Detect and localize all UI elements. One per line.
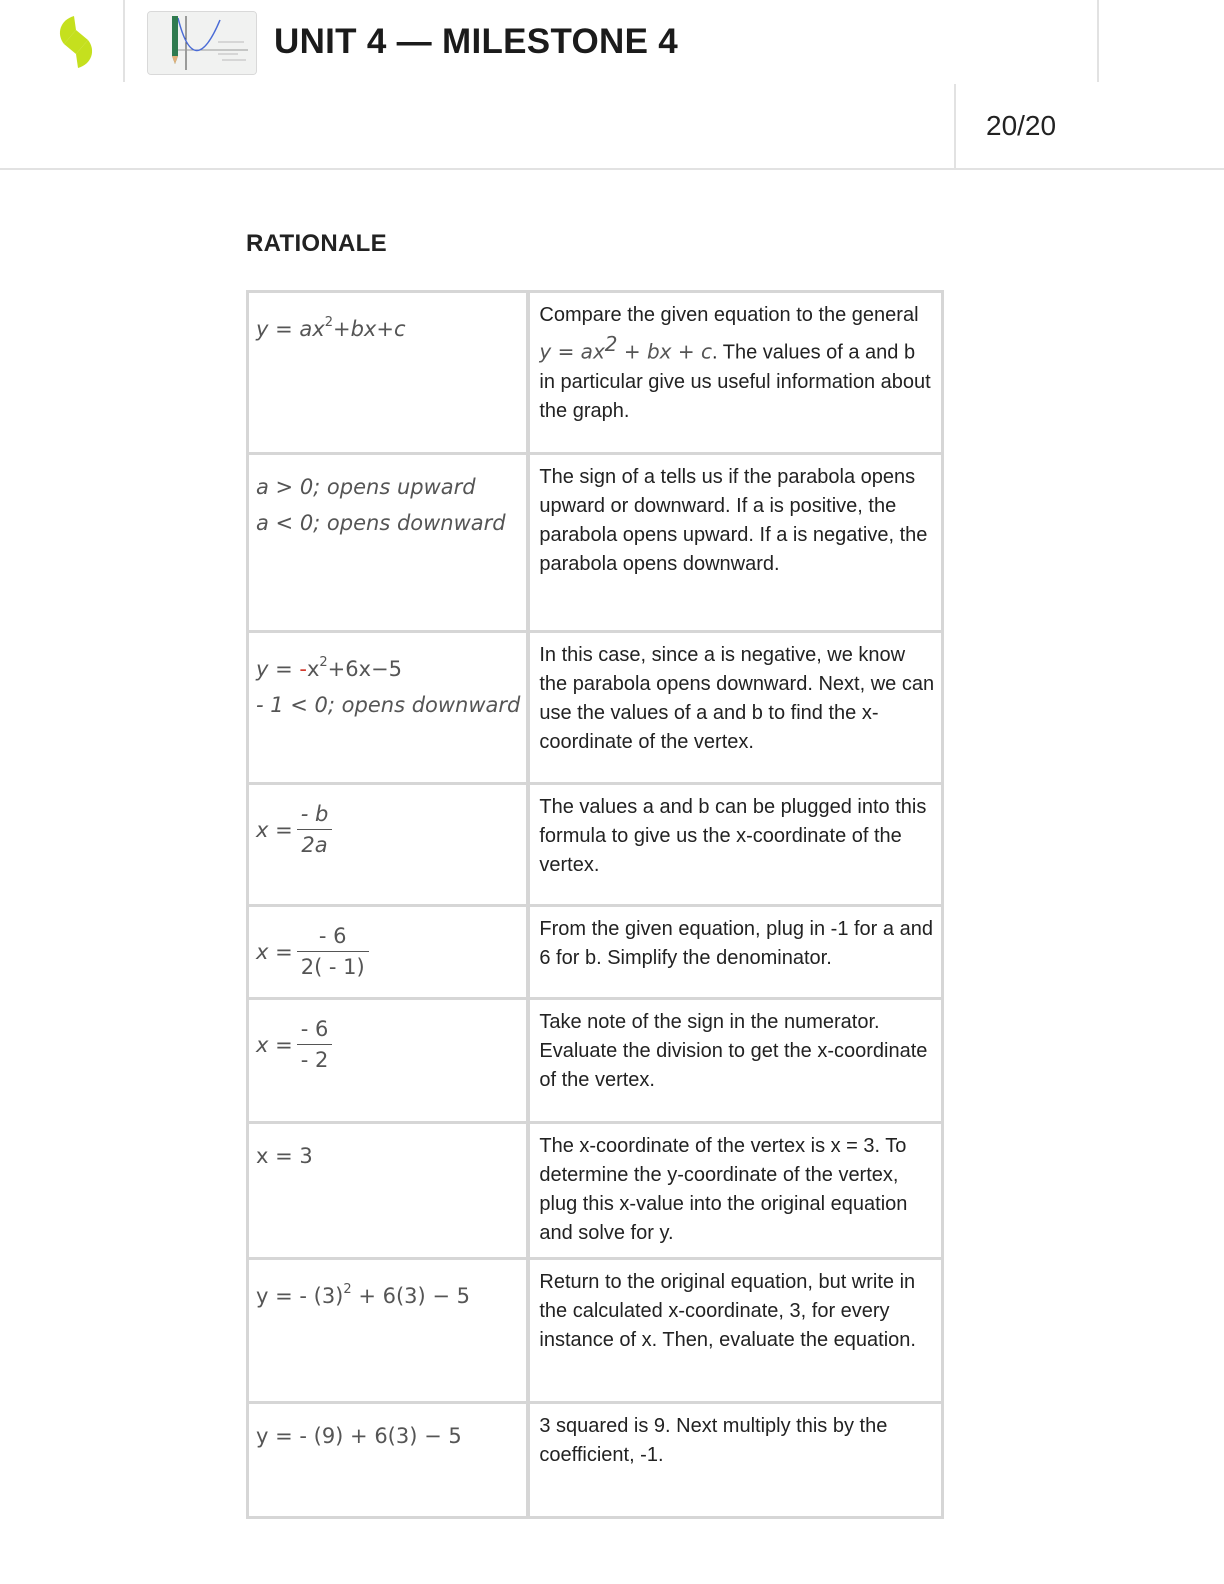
math-cell <box>249 1260 530 1404</box>
math-expression: $y = -x^2+6x-5$ - 1 < 0; opens downward <box>256 655 521 717</box>
header <box>0 0 1224 170</box>
explanation-cell: The x-coordinate of the vertex is x = 3. To determine the y-coordinate of the vertex, plug this x-value into the original equation and solve for y. <box>530 1124 941 1260</box>
table-row <box>249 1124 941 1260</box>
math-cell <box>249 1404 530 1516</box>
math-cell <box>249 1000 530 1124</box>
score-badge: 20/20 <box>986 110 1057 141</box>
math-cell <box>249 907 530 1000</box>
explanation-cell: The sign of a tells us if the parabola opens upward or downward. If a is positive, the parabola opens upward. If a is negative, the parabola opens downward. <box>530 455 941 633</box>
table-row <box>249 455 941 633</box>
fraction: $\frac{- 6}{2( - 1)}$ <box>297 921 369 982</box>
math-expression: x = $\frac{- 6}{2( - 1)}$ <box>249 907 526 982</box>
explanation-cell: Compare the given equation to the general $y = ax^2$ + bx + c. The values of a and b in particular give us useful information about the graph. <box>530 293 941 455</box>
table-row <box>249 785 941 907</box>
fraction: $\frac{- 6}{- 2}$ <box>297 1014 333 1075</box>
math-expression: y = - $(3)^2 + 6(3) - 5$ <box>256 1282 471 1308</box>
explanation-cell: The values a and b can be plugged into this formula to give us the x-coordinate of the vertex. <box>530 785 941 907</box>
explanation-cell: 3 squared is 9. Next multiply this by the coefficient, -1. <box>539 1415 888 1466</box>
table-row <box>249 1260 941 1404</box>
math-cell <box>249 455 530 633</box>
table-row <box>249 1404 941 1516</box>
table-row <box>249 907 941 1000</box>
section-heading: RATIONALE <box>246 230 387 257</box>
math-expression: x = $\frac{- 6}{- 2}$ <box>249 1000 526 1075</box>
table-row <box>249 1000 941 1124</box>
rationale-table <box>246 290 944 1519</box>
math-expression: x = 3 <box>256 1144 313 1168</box>
table-row <box>249 633 941 785</box>
math-expression: $y = ax^2+bx+c$ <box>256 315 406 341</box>
page-title: UNIT 4 — MILESTONE 4 <box>274 22 679 61</box>
explanation-cell: From the given equation, plug in -1 for a and 6 for b. Simplify the denominator. <box>530 907 941 1000</box>
brand-logo-icon[interactable] <box>54 14 98 75</box>
explanation-cell: In this case, since a is negative, we know the parabola opens downward. Next, we can use the values of a and b to find the x-coordinate of the vertex. <box>530 633 941 785</box>
math-cell <box>249 1124 530 1260</box>
fraction: $\frac{- b}{2a}$ <box>297 799 333 860</box>
header-divider <box>123 0 125 82</box>
explanation-cell: Return to the original equation, but write in the calculated x-coordinate, 3, for every instance of x. Then, evaluate the equation. <box>530 1260 941 1404</box>
math-cell <box>249 633 530 785</box>
math-cell <box>249 785 530 907</box>
math-expression: x = $\frac{- b}{2a}$ <box>249 785 526 860</box>
math-expression: y = - (9) + 6(3) − 5 <box>256 1424 462 1448</box>
table-row <box>249 293 941 455</box>
header-divider <box>1097 0 1099 82</box>
explanation-cell: Take note of the sign in the numerator. Evaluate the division to get the x-coordinate of the vertex. <box>530 1000 941 1124</box>
math-cell <box>249 293 530 455</box>
score-divider <box>954 84 956 168</box>
parabola-graph-thumbnail-icon <box>147 11 257 75</box>
math-expression: a > 0; opens upward a < 0; opens downward <box>256 475 506 535</box>
